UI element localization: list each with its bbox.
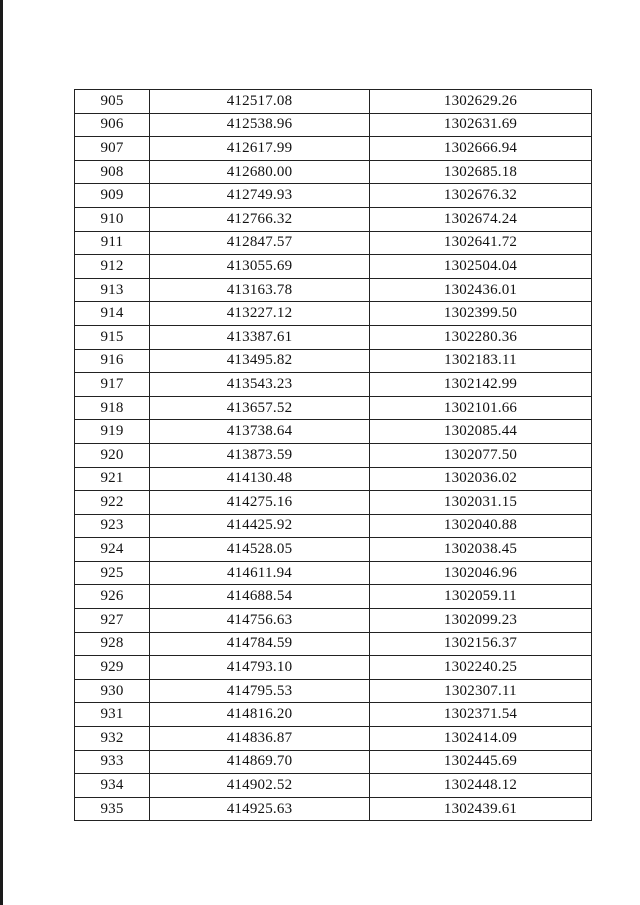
table-row — [75, 491, 592, 515]
x-coordinate-cell: 412680.00 — [150, 160, 370, 184]
point-number-cell: 928 — [75, 632, 150, 656]
x-coordinate-cell: 413657.52 — [150, 396, 370, 420]
point-number-cell: 934 — [75, 774, 150, 798]
y-coordinate-cell: 1302448.12 — [370, 774, 592, 798]
point-number-cell: 916 — [75, 349, 150, 373]
y-coordinate-cell: 1302240.25 — [370, 656, 592, 680]
y-coordinate-cell: 1302077.50 — [370, 443, 592, 467]
y-coordinate-cell: 1302142.99 — [370, 373, 592, 397]
x-coordinate-cell: 414816.20 — [150, 703, 370, 727]
table-row — [75, 255, 592, 279]
table-row — [75, 703, 592, 727]
x-coordinate-cell: 413543.23 — [150, 373, 370, 397]
table-row — [75, 420, 592, 444]
y-coordinate-cell: 1302371.54 — [370, 703, 592, 727]
coordinate-table-body — [75, 90, 592, 821]
y-coordinate-cell: 1302436.01 — [370, 278, 592, 302]
table-row — [75, 207, 592, 231]
point-number-cell: 905 — [75, 90, 150, 114]
y-coordinate-cell: 1302085.44 — [370, 420, 592, 444]
point-number-cell: 908 — [75, 160, 150, 184]
table-row — [75, 302, 592, 326]
point-number-cell: 912 — [75, 255, 150, 279]
point-number-cell: 929 — [75, 656, 150, 680]
x-coordinate-cell: 414756.63 — [150, 609, 370, 633]
y-coordinate-cell: 1302414.09 — [370, 727, 592, 751]
table-row — [75, 609, 592, 633]
point-number-cell: 922 — [75, 491, 150, 515]
y-coordinate-cell: 1302307.11 — [370, 679, 592, 703]
table-row — [75, 561, 592, 585]
x-coordinate-cell: 414793.10 — [150, 656, 370, 680]
table-row — [75, 349, 592, 373]
table-row — [75, 325, 592, 349]
table-row — [75, 113, 592, 137]
point-number-cell: 933 — [75, 750, 150, 774]
y-coordinate-cell: 1302040.88 — [370, 514, 592, 538]
x-coordinate-cell: 412538.96 — [150, 113, 370, 137]
y-coordinate-cell: 1302036.02 — [370, 467, 592, 491]
x-coordinate-cell: 413227.12 — [150, 302, 370, 326]
table-row — [75, 679, 592, 703]
table-row — [75, 137, 592, 161]
point-number-cell: 921 — [75, 467, 150, 491]
point-number-cell: 914 — [75, 302, 150, 326]
table-row — [75, 632, 592, 656]
y-coordinate-cell: 1302280.36 — [370, 325, 592, 349]
x-coordinate-cell: 412847.57 — [150, 231, 370, 255]
table-row — [75, 184, 592, 208]
x-coordinate-cell: 414688.54 — [150, 585, 370, 609]
point-number-cell: 910 — [75, 207, 150, 231]
x-coordinate-cell: 413738.64 — [150, 420, 370, 444]
x-coordinate-cell: 414528.05 — [150, 538, 370, 562]
coordinate-table — [74, 89, 592, 821]
x-coordinate-cell: 414836.87 — [150, 727, 370, 751]
point-number-cell: 918 — [75, 396, 150, 420]
y-coordinate-cell: 1302156.37 — [370, 632, 592, 656]
table-row — [75, 538, 592, 562]
x-coordinate-cell: 414275.16 — [150, 491, 370, 515]
x-coordinate-cell: 414869.70 — [150, 750, 370, 774]
x-coordinate-cell: 412766.32 — [150, 207, 370, 231]
y-coordinate-cell: 1302183.11 — [370, 349, 592, 373]
y-coordinate-cell: 1302059.11 — [370, 585, 592, 609]
x-coordinate-cell: 413873.59 — [150, 443, 370, 467]
point-number-cell: 911 — [75, 231, 150, 255]
y-coordinate-cell: 1302399.50 — [370, 302, 592, 326]
x-coordinate-cell: 413387.61 — [150, 325, 370, 349]
point-number-cell: 913 — [75, 278, 150, 302]
x-coordinate-cell: 413055.69 — [150, 255, 370, 279]
x-coordinate-cell: 413163.78 — [150, 278, 370, 302]
y-coordinate-cell: 1302504.04 — [370, 255, 592, 279]
table-row — [75, 467, 592, 491]
table-row — [75, 656, 592, 680]
table-row — [75, 443, 592, 467]
table-row — [75, 797, 592, 821]
y-coordinate-cell: 1302685.18 — [370, 160, 592, 184]
table-row — [75, 373, 592, 397]
y-coordinate-cell: 1302629.26 — [370, 90, 592, 114]
point-number-cell: 923 — [75, 514, 150, 538]
page-left-edge — [0, 0, 3, 905]
x-coordinate-cell: 414784.59 — [150, 632, 370, 656]
point-number-cell: 931 — [75, 703, 150, 727]
point-number-cell: 906 — [75, 113, 150, 137]
point-number-cell: 925 — [75, 561, 150, 585]
x-coordinate-cell: 412517.08 — [150, 90, 370, 114]
x-coordinate-cell: 414902.52 — [150, 774, 370, 798]
table-row — [75, 727, 592, 751]
y-coordinate-cell: 1302099.23 — [370, 609, 592, 633]
table-row — [75, 278, 592, 302]
point-number-cell: 927 — [75, 609, 150, 633]
y-coordinate-cell: 1302631.69 — [370, 113, 592, 137]
table-row — [75, 396, 592, 420]
y-coordinate-cell: 1302439.61 — [370, 797, 592, 821]
x-coordinate-cell: 414795.53 — [150, 679, 370, 703]
table-row — [75, 160, 592, 184]
point-number-cell: 930 — [75, 679, 150, 703]
point-number-cell: 917 — [75, 373, 150, 397]
y-coordinate-cell: 1302676.32 — [370, 184, 592, 208]
y-coordinate-cell: 1302674.24 — [370, 207, 592, 231]
x-coordinate-cell: 414130.48 — [150, 467, 370, 491]
x-coordinate-cell: 412617.99 — [150, 137, 370, 161]
x-coordinate-cell: 414611.94 — [150, 561, 370, 585]
y-coordinate-cell: 1302038.45 — [370, 538, 592, 562]
point-number-cell: 926 — [75, 585, 150, 609]
y-coordinate-cell: 1302666.94 — [370, 137, 592, 161]
x-coordinate-cell: 413495.82 — [150, 349, 370, 373]
table-row — [75, 90, 592, 114]
x-coordinate-cell: 412749.93 — [150, 184, 370, 208]
table-row — [75, 585, 592, 609]
point-number-cell: 909 — [75, 184, 150, 208]
table-row — [75, 231, 592, 255]
point-number-cell: 915 — [75, 325, 150, 349]
y-coordinate-cell: 1302046.96 — [370, 561, 592, 585]
point-number-cell: 920 — [75, 443, 150, 467]
point-number-cell: 935 — [75, 797, 150, 821]
point-number-cell: 932 — [75, 727, 150, 751]
y-coordinate-cell: 1302031.15 — [370, 491, 592, 515]
coordinate-table-container — [74, 89, 591, 821]
point-number-cell: 907 — [75, 137, 150, 161]
y-coordinate-cell: 1302641.72 — [370, 231, 592, 255]
x-coordinate-cell: 414425.92 — [150, 514, 370, 538]
y-coordinate-cell: 1302445.69 — [370, 750, 592, 774]
table-row — [75, 774, 592, 798]
table-row — [75, 750, 592, 774]
x-coordinate-cell: 414925.63 — [150, 797, 370, 821]
table-row — [75, 514, 592, 538]
point-number-cell: 924 — [75, 538, 150, 562]
point-number-cell: 919 — [75, 420, 150, 444]
y-coordinate-cell: 1302101.66 — [370, 396, 592, 420]
